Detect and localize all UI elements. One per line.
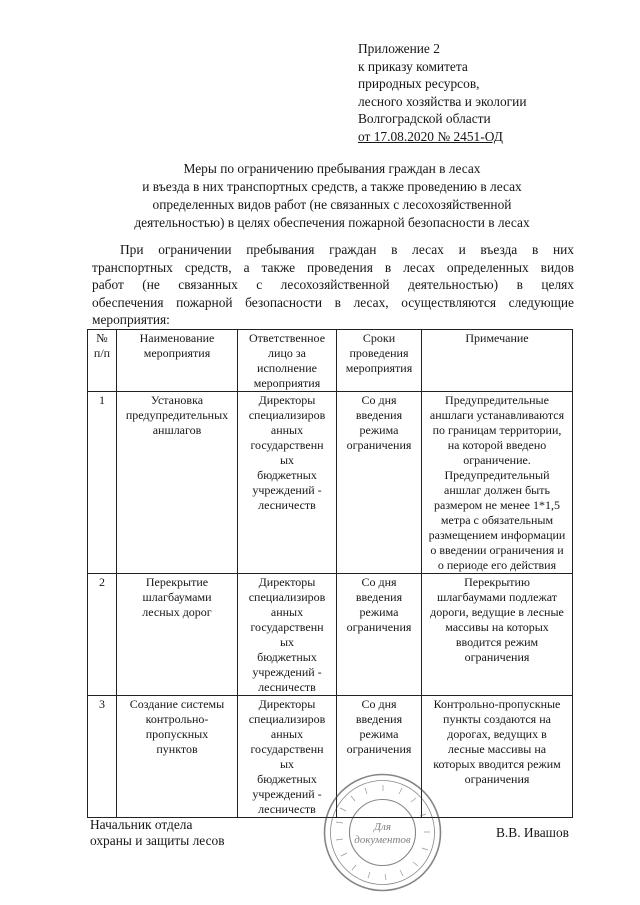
table-row — [88, 574, 573, 696]
cell-responsible: Директоры специализиров анных государственн ых бюджетных учреждений - лесничеств — [238, 574, 337, 696]
cell-number: 2 — [88, 574, 117, 696]
cell-note: Контрольно-пропускные пункты создаются на дорогах, ведущих в лесные массивы на которых вводится режим ограничения — [422, 696, 573, 818]
cell-number: 1 — [88, 392, 117, 574]
signer-position-line: Начальник отдела — [90, 817, 193, 832]
cell-period: Со дня введения режима ограничения — [337, 696, 422, 818]
header-note: Примечание — [422, 330, 573, 392]
cell-measure-name: Установка предупредительных аншлагов — [117, 392, 238, 574]
intro-paragraph — [92, 241, 574, 329]
cell-note: Предупредительные аншлаги устанавливаются по границам территории, на которой введено ограничение. Предупредительный аншлаг должен быть размером не менее 1*1,5 метра с обязательным размещением информации о введении ограничения и о периоде его действия — [422, 392, 573, 574]
official-stamp — [320, 770, 445, 895]
appendix-line: к приказу комитета — [358, 58, 468, 74]
appendix-line: Приложение 2 — [358, 41, 440, 56]
cell-period: Со дня введения режима ограничения — [337, 392, 422, 574]
cell-responsible: Директоры специализиров анных государственн ых бюджетных учреждений - лесничеств — [238, 696, 337, 818]
appendix-header — [358, 40, 527, 146]
order-date-number: от 17.08.2020 № 2451-ОД — [358, 128, 503, 144]
signer-position — [90, 817, 225, 849]
measures-table — [87, 329, 573, 818]
intro-line: обеспечения пожарной безопасности в лесах, осуществляются следующие — [92, 294, 574, 310]
appendix-line: природных ресурсов, — [358, 76, 480, 92]
intro-line: работ (не связанных с лесохозяйственной деятельностью) в целях — [92, 277, 574, 293]
header-measure-name: Наименование мероприятия — [117, 330, 238, 392]
document-title — [96, 160, 568, 232]
header-period: Сроки проведения мероприятия — [337, 330, 422, 392]
appendix-line: лесного хозяйства и экологии — [358, 93, 527, 109]
intro-line: транспортных средств, а также проведения в лесах определенных видов — [92, 259, 574, 275]
title-line: Меры по ограничению пребывания граждан в лесах — [183, 161, 481, 176]
intro-line: При ограничении пребывания граждан в лесах и въезда в них — [120, 242, 574, 257]
signer-name: В.В. Ивашов — [496, 825, 569, 840]
cell-responsible: Директоры специализиров анных государственн ых бюджетных учреждений - лесничеств — [238, 392, 337, 574]
title-line: определенных видов работ (не связанных с лесохозяйственной — [152, 197, 512, 212]
cell-note: Перекрытию шлагбаумами подлежат дороги, ведущие в лесные массивы на которых вводится режим ограничения — [422, 574, 573, 696]
table-row — [88, 392, 573, 574]
cell-measure-name: Перекрытие шлагбаумами лесных дорог — [117, 574, 238, 696]
title-line: деятельностью) в целях обеспечения пожарной безопасности в лесах — [134, 215, 530, 230]
title-line: и въезда в них транспортных средств, а также проведению в лесах — [142, 179, 522, 194]
cell-measure-name: Создание системы контрольно- пропускных пунктов — [117, 696, 238, 818]
intro-line: мероприятия: — [92, 312, 170, 328]
appendix-line: Волгоградской области — [358, 111, 491, 127]
cell-number: 3 — [88, 696, 117, 818]
signer-position-line: охраны и защиты лесов — [90, 833, 225, 848]
stamp-text-line1: Для — [374, 821, 391, 833]
cell-period: Со дня введения режима ограничения — [337, 574, 422, 696]
table-header-row — [88, 330, 573, 392]
header-responsible: Ответственное лицо за исполнение мероприятия — [238, 330, 337, 392]
stamp-text-line2: документов — [354, 834, 411, 846]
header-number: № п/п — [88, 330, 117, 392]
